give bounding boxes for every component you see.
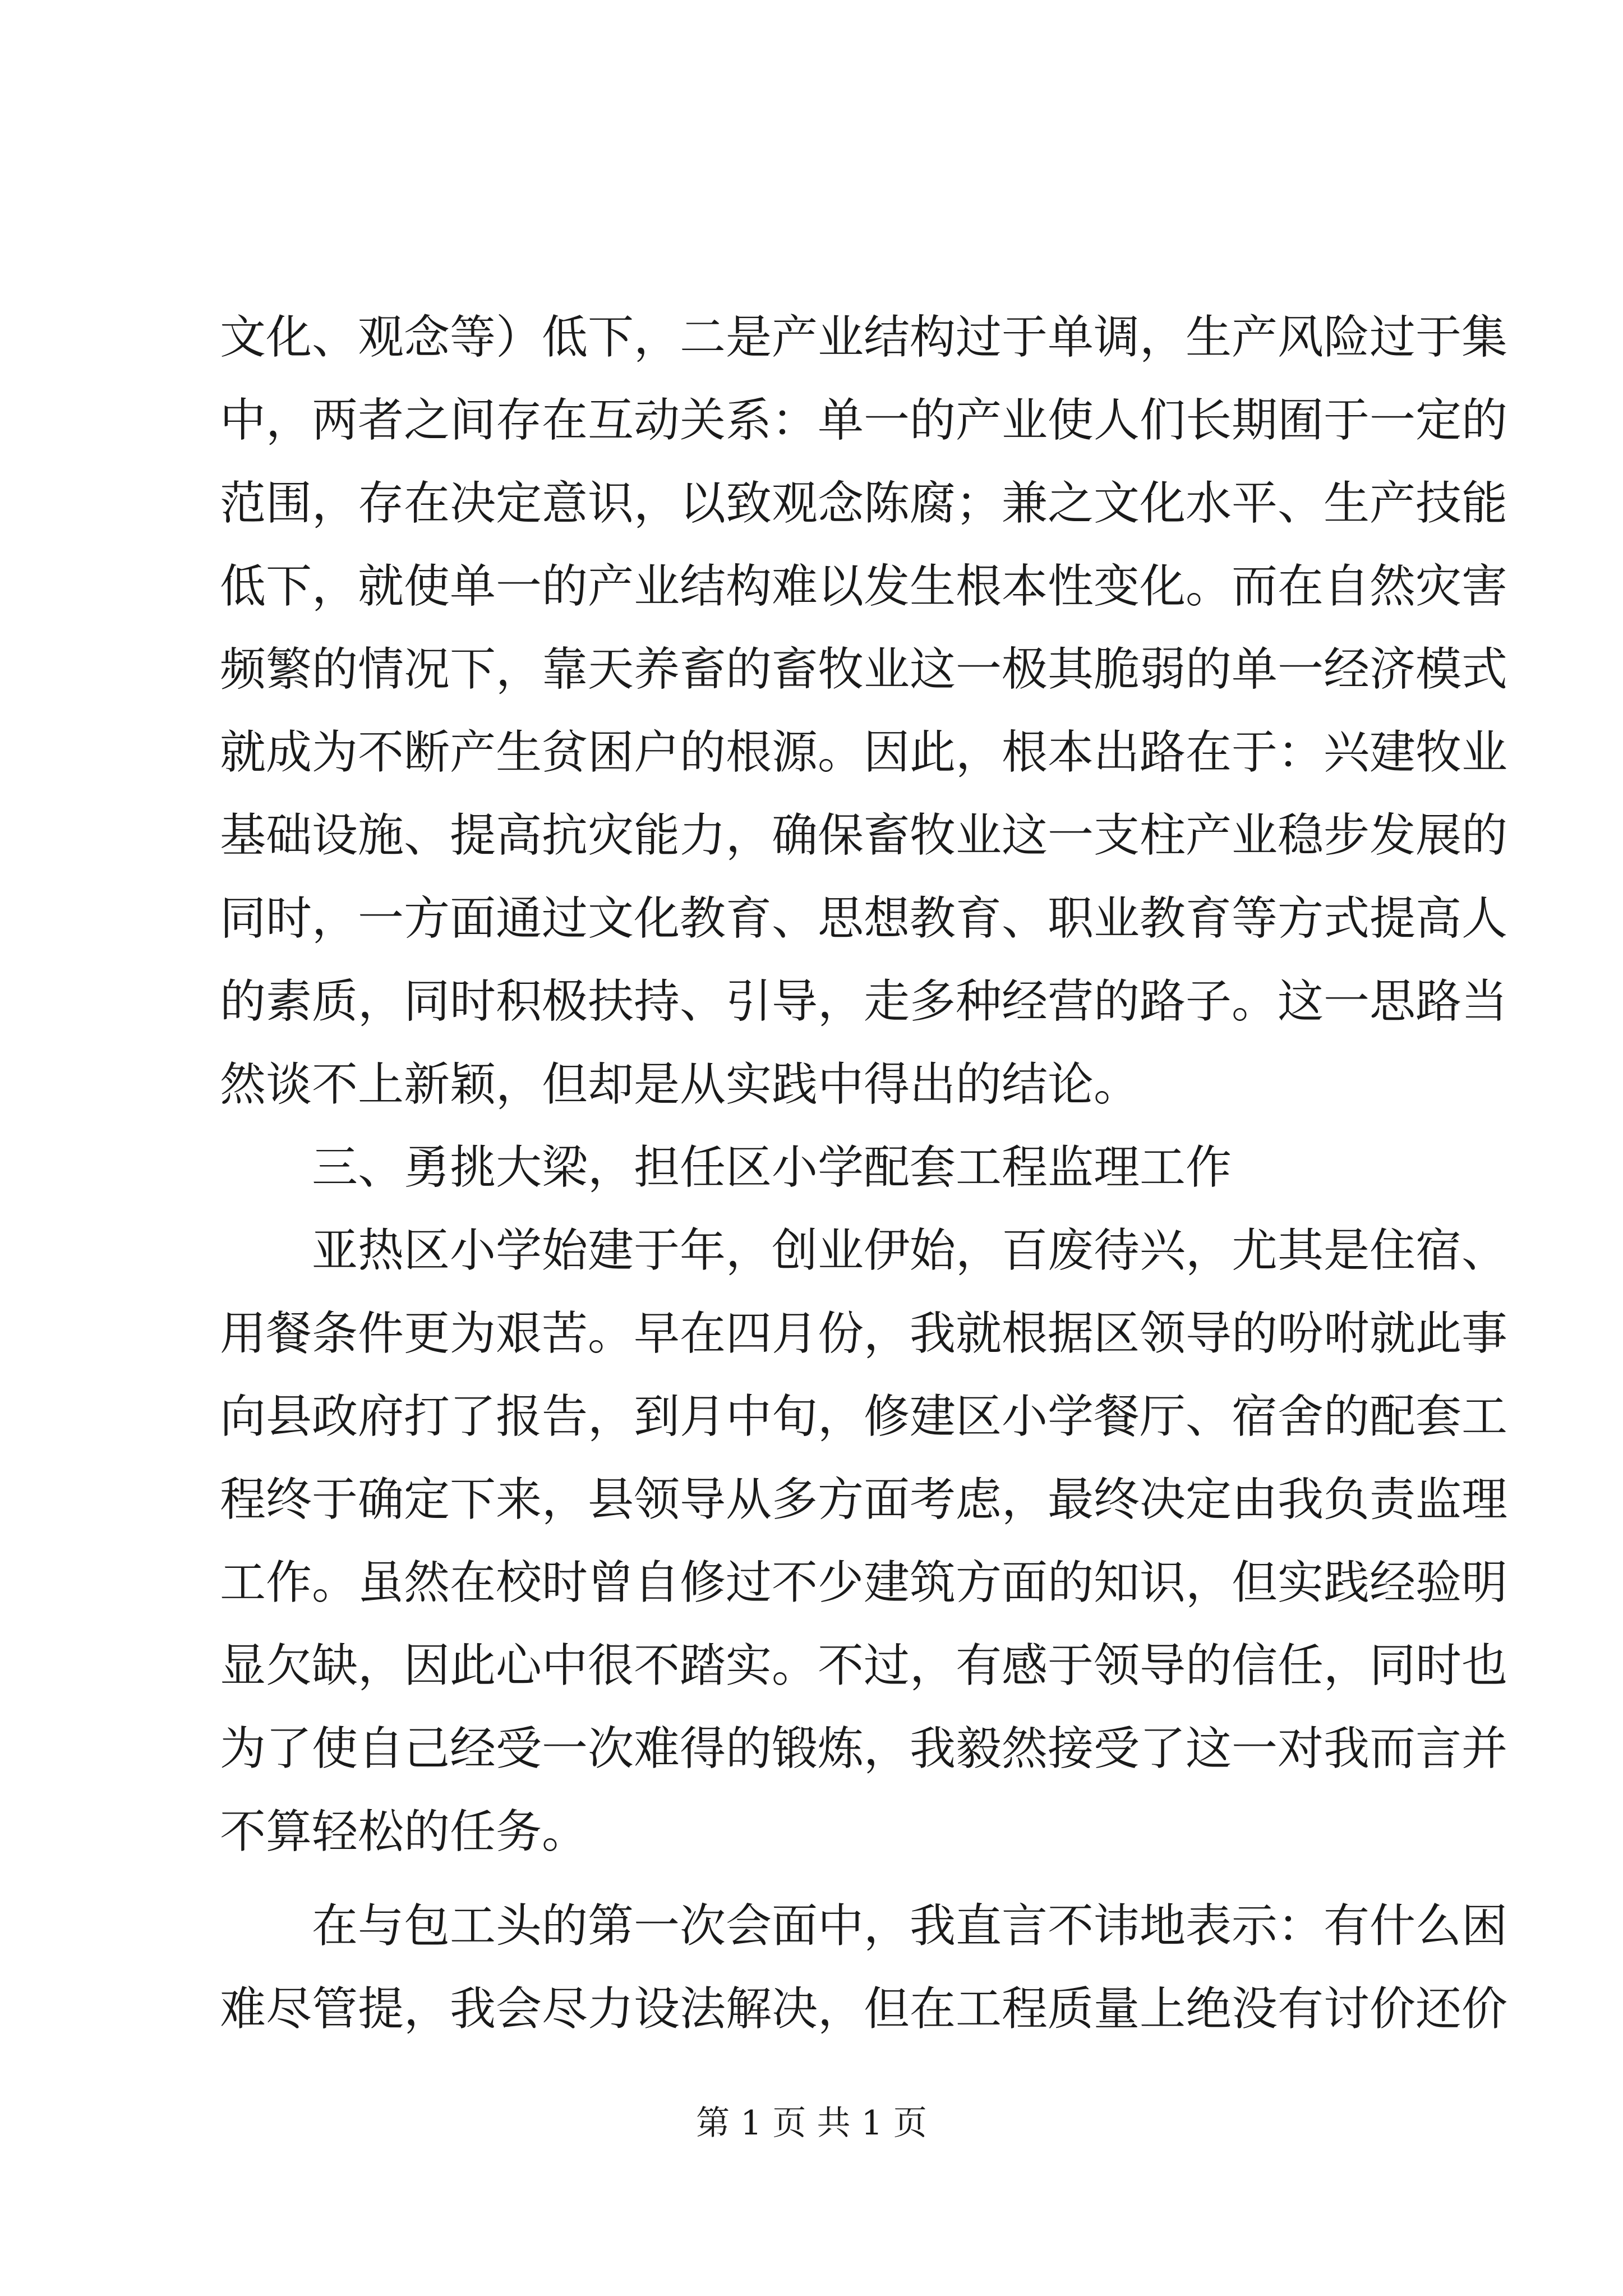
section-heading	[220, 1126, 1420, 1209]
text-line: 的素质，同时积极扶持、引导，走多种经营的路子。这一思路当	[220, 975, 1508, 1028]
text-line: 中，两者之间存在互动关系：单一的产业使人们长期囿于一定的	[220, 394, 1508, 447]
text-line: 同时，一方面通过文化教育、思想教育、职业教育等方式提高人	[220, 892, 1508, 945]
text-line: 就成为不断产生贫困户的根源。因此，根本出路在于：兴建牧业	[220, 726, 1508, 779]
paragraph-2	[220, 1209, 1508, 1874]
heading-line: 三、勇挑大梁，担任区小学配套工程监理工作	[312, 1141, 1232, 1194]
text-line: 工作。虽然在校时曾自修过不少建筑方面的知识，但实践经验明	[220, 1556, 1508, 1609]
paragraph-3	[220, 1885, 1508, 2051]
text-line: 程终于确定下来，县领导从多方面考虑，最终决定由我负责监理	[220, 1473, 1508, 1526]
text-line: 为了使自己经受一次难得的锻炼，我毅然接受了这一对我而言并	[220, 1722, 1508, 1775]
text-line: 范围，存在决定意识，以致观念陈腐；兼之文化水平、生产技能	[220, 477, 1508, 530]
page-number-label: 第 1 页 共 1 页	[696, 2104, 927, 2143]
paragraph-1	[220, 296, 1508, 1126]
text-line: 向县政府打了报告，到月中旬，修建区小学餐厅、宿舍的配套工	[220, 1390, 1508, 1443]
text-line: 然谈不上新颖，但却是从实践中得出的结论。	[220, 1058, 1140, 1111]
text-line: 在与包工头的第一次会面中，我直言不讳地表示：有什么困	[312, 1899, 1508, 1953]
paragraph-gap	[220, 1874, 1420, 1885]
document-body	[220, 296, 1508, 2051]
text-line: 基础设施、提高抗灾能力，确保畜牧业这一支柱产业稳步发展的	[220, 809, 1508, 862]
text-line: 亚热区小学始建于年，创业伊始，百废待兴，尤其是住宿、	[312, 1224, 1508, 1277]
text-line: 用餐条件更为艰苦。早在四月份，我就根据区领导的吩咐就此事	[220, 1307, 1508, 1360]
page-footer	[0, 2101, 1623, 2146]
text-line: 频繁的情况下，靠天养畜的畜牧业这一极其脆弱的单一经济模式	[220, 643, 1508, 696]
text-line: 不算轻松的任务。	[220, 1805, 588, 1858]
text-line: 低下，就使单一的产业结构难以发生根本性变化。而在自然灾害	[220, 560, 1508, 613]
text-line: 显欠缺，因此心中很不踏实。不过，有感于领导的信任，同时也	[220, 1639, 1508, 1692]
text-line: 文化、观念等）低下，二是产业结构过于单调，生产风险过于集	[220, 311, 1508, 364]
text-line: 难尽管提，我会尽力设法解决，但在工程质量上绝没有讨价还价	[220, 1982, 1508, 2036]
